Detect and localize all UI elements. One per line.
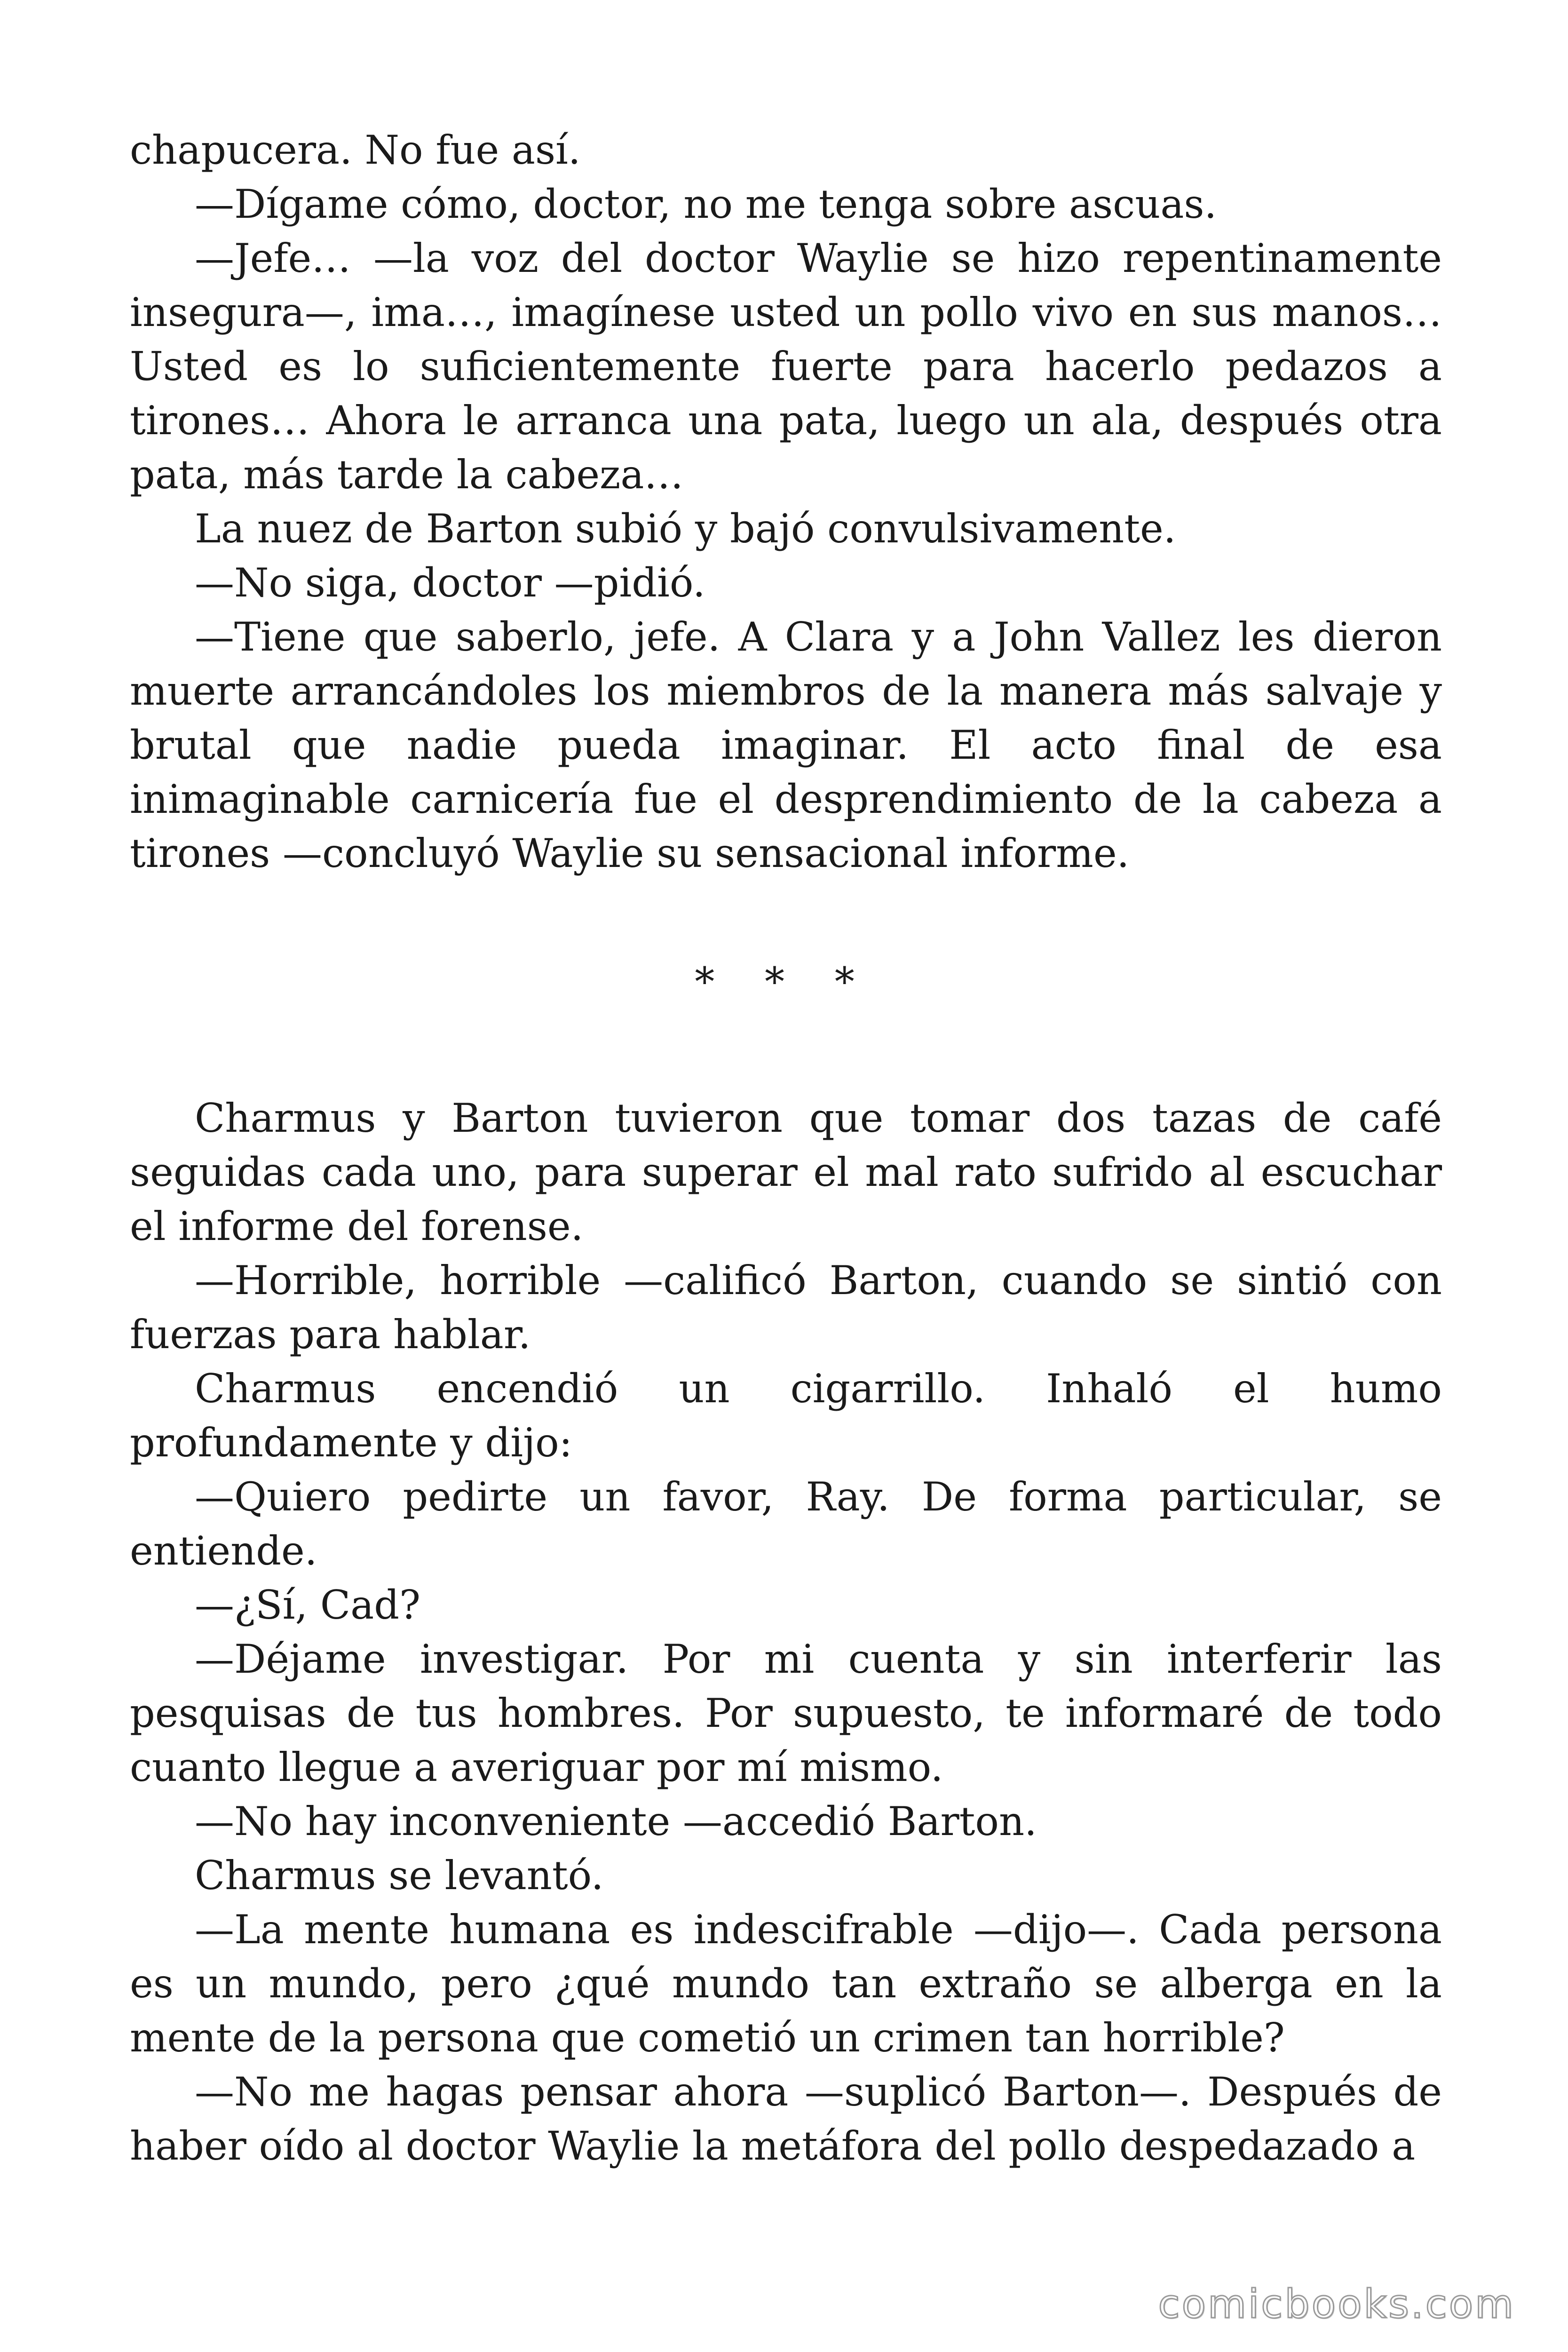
paragraph: —Tiene que saberlo, jefe. A Clara y a John Vallez les dieron muerte arrancándoles los miembros de la manera más salvaje y brutal que nadie pueda imaginar. El acto final de esa inimaginable carnicería fue el desprendimiento de la cabeza a tirones —concluyó Waylie su sensacional informe.: [130, 614, 1442, 876]
paragraph: Charmus encendió un cigarrillo. Inhaló el humo profundamente y dijo:: [130, 1366, 1442, 1466]
paragraph: —Quiero pedirte un favor, Ray. De forma particular, se entiende.: [130, 1474, 1442, 1574]
paragraph: —Dígame cómo, doctor, no me tenga sobre ascuas.: [195, 181, 1217, 227]
paragraph: —¿Sí, Cad?: [195, 1582, 421, 1628]
paragraph: —La mente humana es indescifrable —dijo—. Cada persona es un mundo, pero ¿qué mundo tan extraño se alberga en la mente de la persona que cometió un crimen tan horrible?: [130, 1907, 1442, 2061]
watermark: comicbooks.com: [1158, 2281, 1515, 2327]
section-separator: * * *: [695, 959, 873, 1005]
text-block-top: [130, 123, 1442, 881]
paragraph: —No hay inconveniente —accedió Barton.: [195, 1798, 1037, 1844]
paragraph: chapucera. No fue así.: [130, 127, 581, 173]
paragraph: La nuez de Barton subió y bajó convulsivamente.: [195, 506, 1176, 552]
paragraph: Charmus se levantó.: [195, 1852, 604, 1899]
paragraph: —Jefe… —la voz del doctor Waylie se hizo repentinamente insegura—, ima…, imagínese usted un pollo vivo en sus manos… Usted es lo suficientemente fuerte para hacerlo pedazos a tirones… Ahora le arranca una pata, luego un ala, después otra pata, más tarde la cabeza…: [130, 235, 1442, 498]
text-block-bottom: [130, 1091, 1442, 2173]
paragraph: —Horrible, horrible —calificó Barton, cuando se sintió con fuerzas para hablar.: [130, 1257, 1442, 1358]
paragraph: Charmus y Barton tuvieron que tomar dos tazas de café seguidas cada uno, para superar el mal rato sufrido al escuchar el informe del forense.: [130, 1095, 1442, 1249]
paragraph: —No siga, doctor —pidió.: [195, 560, 705, 606]
paragraph: —Déjame investigar. Por mi cuenta y sin interferir las pesquisas de tus hombres. Por supuesto, te informaré de todo cuanto llegue a averiguar por mí mismo.: [130, 1636, 1442, 1790]
paragraph: —No me hagas pensar ahora —suplicó Barton—. Después de haber oído al doctor Waylie la metáfora del pollo despedazado a: [130, 2069, 1442, 2169]
